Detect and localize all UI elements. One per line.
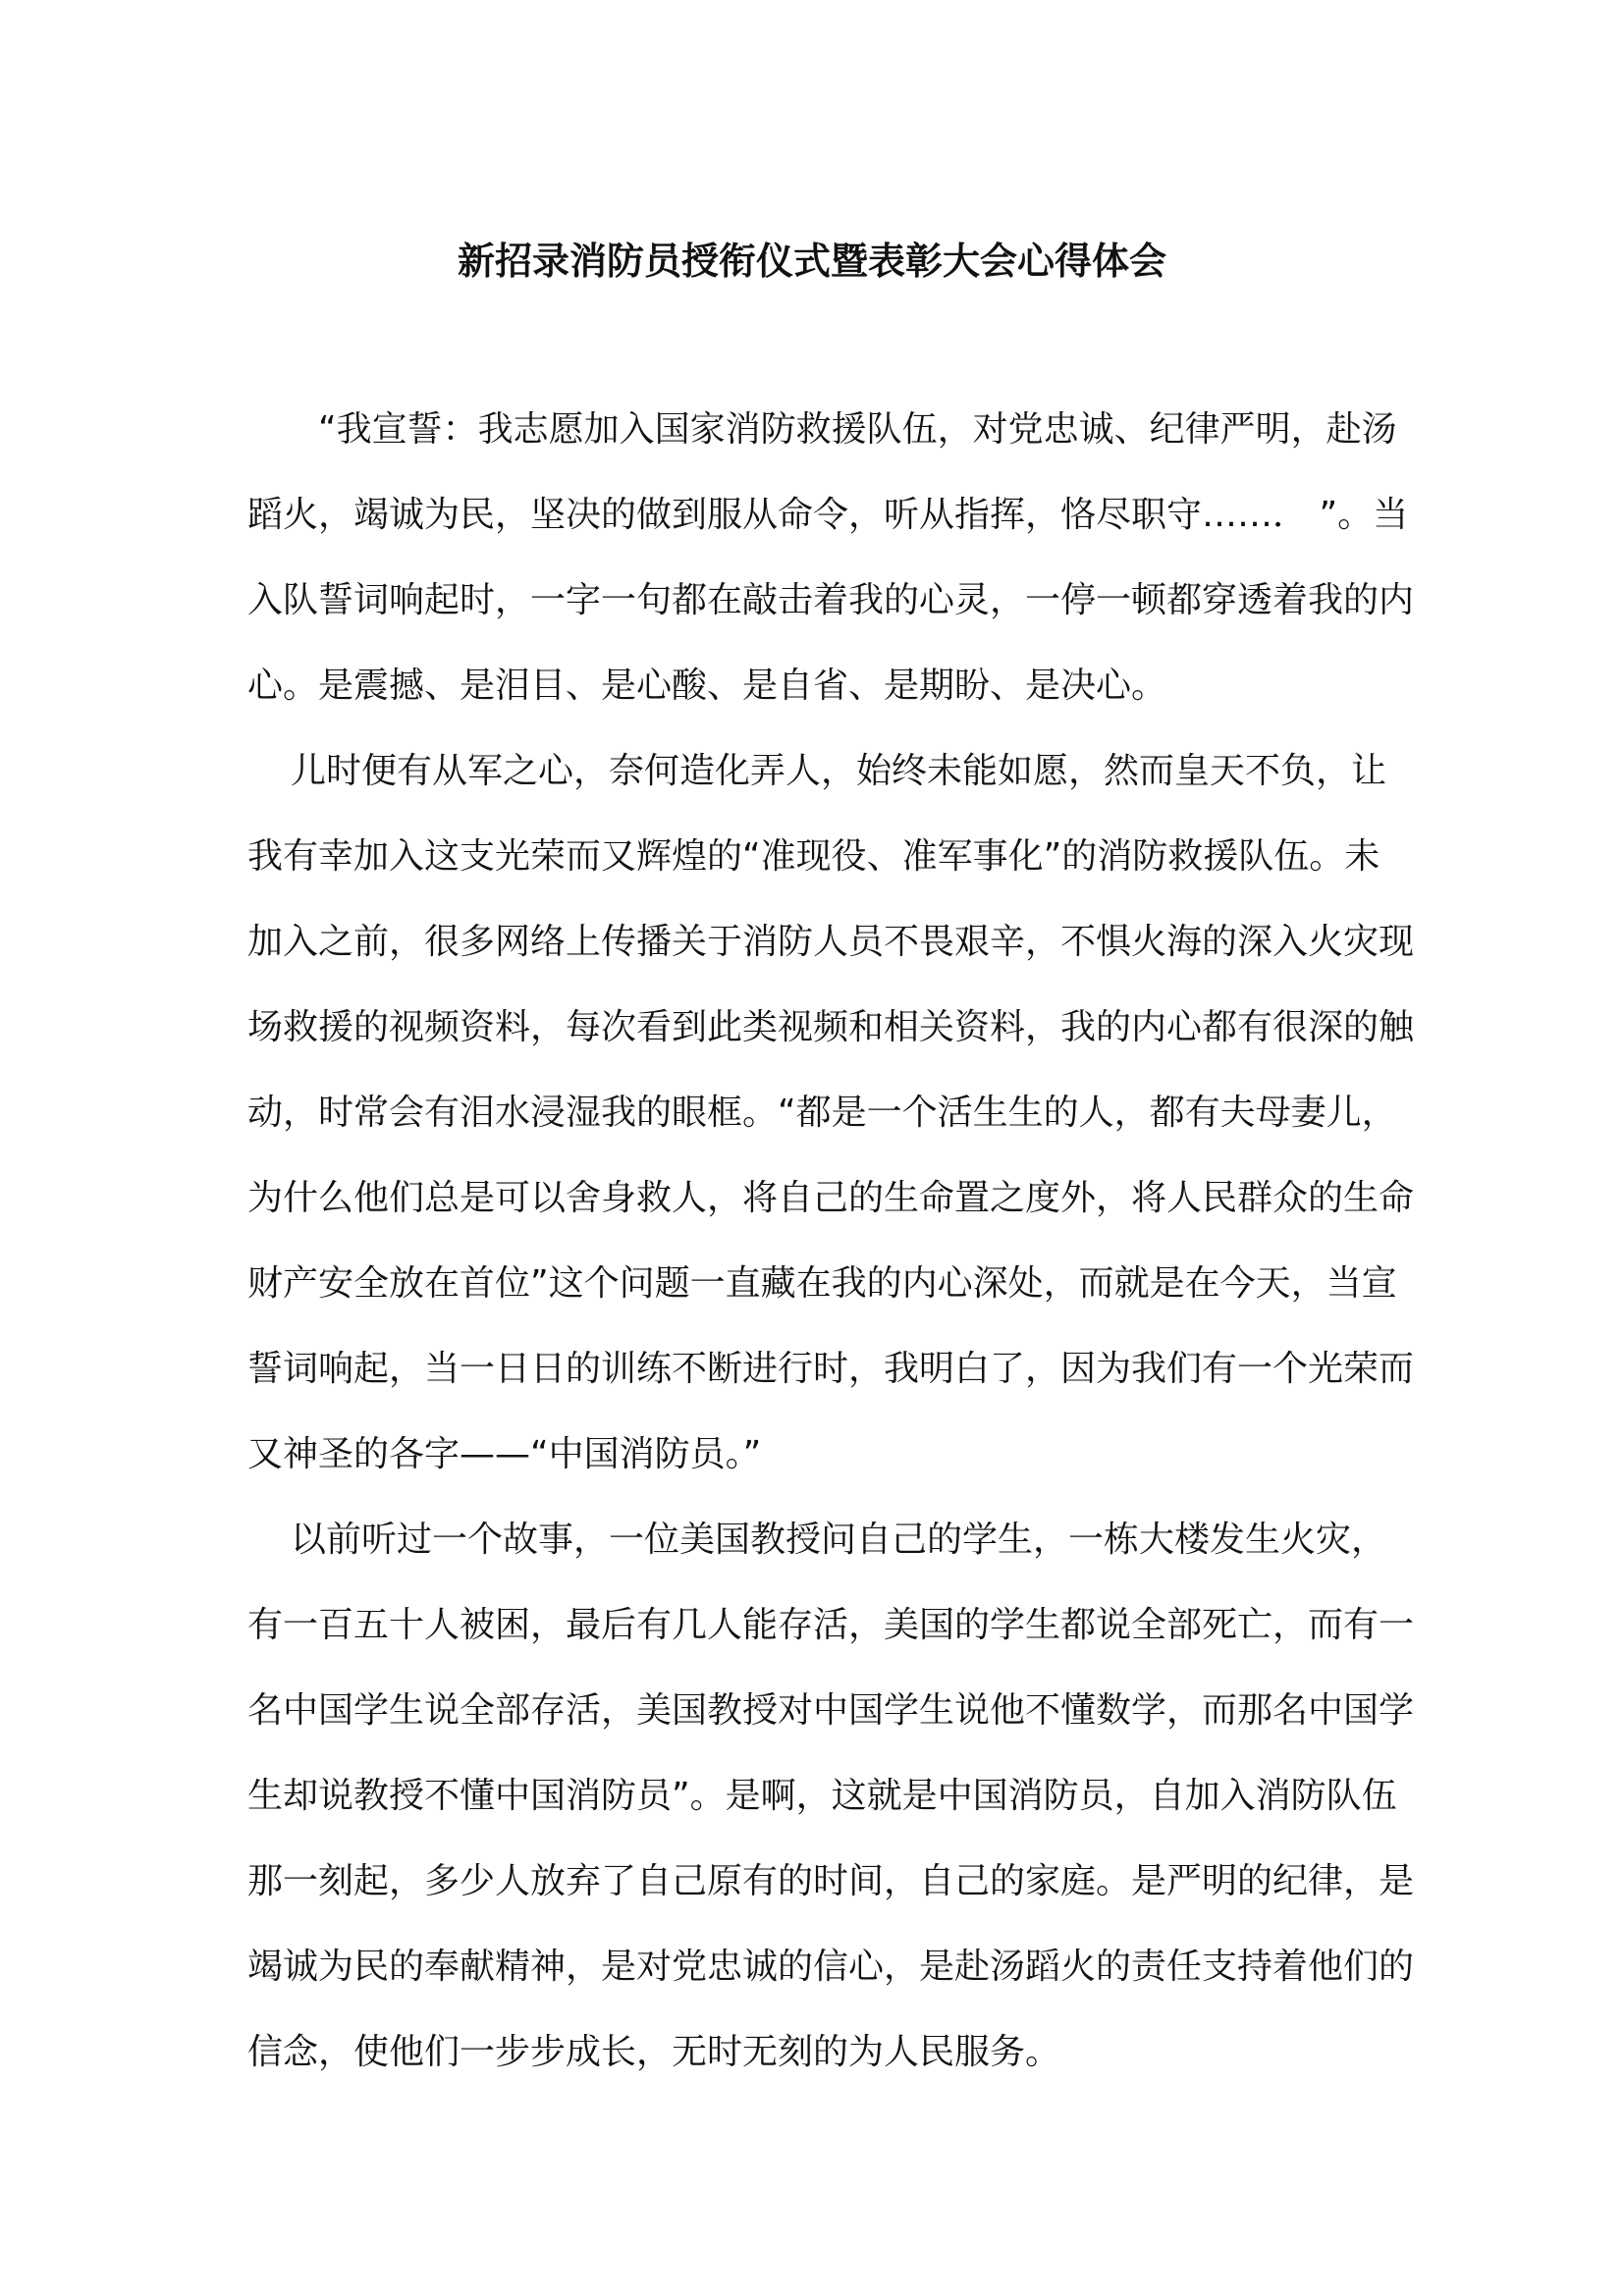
- paragraph-line: 信念，使他们一步步成长，无时无刻的为人民服务。: [247, 2032, 1061, 2072]
- paragraph-line: 儿时便有从军之心，奈何造化弄人，始终未能如愿，然而皇天不负，让: [291, 751, 1387, 791]
- paragraph-line: 以前听过一个故事，一位美国教授问自己的学生，一栋大楼发生火灾，: [291, 1520, 1387, 1560]
- paragraph-line: 财产安全放在首位”这个问题一直藏在我的内心深处，而就是在今天，当宣: [247, 1263, 1397, 1304]
- paragraph-line: 竭诚为民的奉献精神，是对党忠诚的信心，是赴汤蹈火的责任支持着他们的: [247, 1947, 1415, 1987]
- paragraph-line: “我宣誓：我志愿加入国家消防救援队伍，对党忠诚、纪律严明，赴汤: [318, 409, 1397, 450]
- paragraph-line: 名中国学生说全部存活，美国教授对中国学生说他不懂数学，而那名中国学: [247, 1690, 1415, 1731]
- document-body: [247, 402, 1415, 2110]
- paragraph-1: [247, 402, 1415, 744]
- paragraph-line: 那一刻起，多少人放弃了自己原有的时间，自己的家庭。是严明的纪律，是: [247, 1861, 1415, 1901]
- paragraph-line: 生却说教授不懂中国消防员”。是啊，这就是中国消防员，自加入消防队伍: [247, 1776, 1397, 1816]
- paragraph-line: 蹈火，竭诚为民，坚决的做到服从命令，听从指挥，恪尽职守……． ”。当: [247, 495, 1409, 535]
- paragraph-line: 入队誓词响起时，一字一句都在敲击着我的心灵，一停一顿都穿透着我的内: [247, 580, 1415, 620]
- paragraph-line: 又神圣的各字——“中国消防员。”: [247, 1434, 762, 1474]
- paragraph-line: 加入之前，很多网络上传播关于消防人员不畏艰辛，不惧火海的深入火灾现: [247, 922, 1415, 962]
- paragraph-line: 动，时常会有泪水浸湿我的眼框。“都是一个活生生的人，都有夫母妻儿，: [247, 1093, 1397, 1133]
- paragraph-line: 誓词响起，当一日日的训练不断进行时，我明白了，因为我们有一个光荣而: [247, 1349, 1415, 1389]
- document-title: 新招录消防员授衔仪式暨表彰大会心得体会: [457, 240, 1166, 283]
- paragraph-line: 为什么他们总是可以舍身救人，将自己的生命置之度外，将人民群众的生命: [247, 1178, 1415, 1218]
- paragraph-line: 心。是震撼、是泪目、是心酸、是自省、是期盼、是决心。: [247, 666, 1167, 706]
- paragraph-2: [247, 744, 1415, 1513]
- paragraph-line: 场救援的视频资料，每次看到此类视频和相关资料，我的内心都有很深的触: [247, 1007, 1415, 1047]
- paragraph-line: 我有幸加入这支光荣而又辉煌的“准现役、准军事化”的消防救援队伍。未: [247, 836, 1380, 877]
- paragraph-3: [247, 1513, 1415, 2110]
- paragraph-line: 有一百五十人被困，最后有几人能存活，美国的学生都说全部死亡，而有一: [247, 1605, 1415, 1645]
